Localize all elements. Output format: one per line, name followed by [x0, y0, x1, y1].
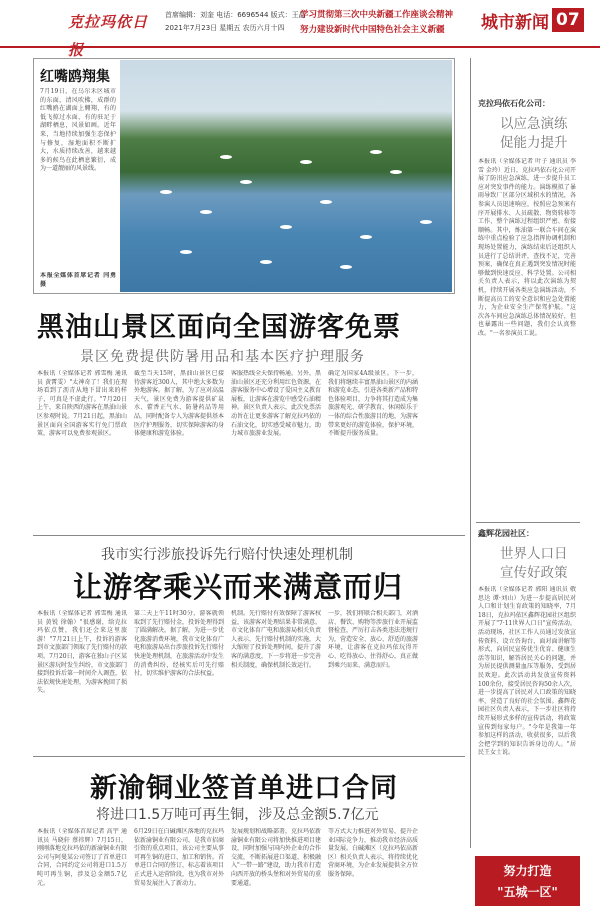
section-title: 城市新闻: [481, 13, 549, 33]
divider: [33, 535, 465, 536]
divider: [476, 522, 580, 523]
story3-col3: 发展规划和战略部署，克拉玛依新渝铜业有限公司将加快推进项目建设，同时加强与国内外企业的合作交流，不断拓展进口渠道，积极融入"一带一路"建设，助力我市打造向西开放的桥头堡和对外贸易的重要通道。: [231, 828, 321, 887]
divider: [33, 756, 465, 757]
story2-col1: 本报讯（全媒体记者 郭雪梅 通讯员 黄锐 徐翰）"很感谢，给克拉玛依点赞，我们还会来这里旅游！"7月21日上午，投诉的游客到市文旅部门领取了先行赔付的款项。7月20日，游客在独山子区某景区游玩时发生纠纷，市文旅部门接到投诉后第一时间介入调查，依法依规快速处理，为游客挽回了损失。: [37, 610, 127, 695]
side1-title-line1: 以应急演练: [500, 116, 568, 132]
gull-photo: [120, 60, 452, 292]
side2-title-line1: 世界人口日: [500, 546, 568, 562]
story2-kicker: 我市实行涉旅投诉先行赔付快速处理机制: [101, 547, 353, 563]
story3-col4: 等方式大力推进对外贸易，提升企业国际竞争力，推动我市经济高质量发展。白碱滩区（克拉玛依高新区）相关负责人表示，将持续优化营商环境，为企业发展提供全方位服务保障。: [328, 828, 418, 878]
story2-col4: 一步，我们将联合相关部门，对酒店、餐饮、购物等涉旅行业开展监督检查，严厉打击各类违法违规行为，营造安全、放心、舒适的旅游环境，让游客在克拉玛依玩得开心、吃得放心、住得舒心，真正做到乘兴而来、满意而归。: [328, 610, 418, 669]
photo-caption: 7月19日，在乌尔禾区城市的东面，清风吹拂，成群的红嘴鸥在湖面上翱翔，有的低飞掠过水面，有的驻足于湖畔栖息，风景如画。近年来，当地持续加强生态保护与修复，湿地面积不断扩大，水质持续改善，越来越多的候鸟在此栖息繁衍，成为一道靓丽的风景线。: [40, 88, 116, 173]
story3-col2: 6月29日在白碱滩区落地的克拉玛依新渝铜业有限公司，是我市招商引资的重点项目，该公司主要从事可再生铜的进口、加工和销售。首单进口合同的签订，标志着该项目正式进入运营阶段，也为我市对外贸易发展注入了新动力。: [134, 828, 224, 887]
slogan-line1: 学习贯彻第三次中央新疆工作座谈会精神: [300, 10, 454, 20]
side2-kicker: 鑫辉花园社区：: [478, 529, 534, 538]
side1-title-line2: 促能力提升: [500, 135, 568, 151]
side1-kicker: 克拉玛依石化公司：: [478, 99, 550, 108]
badge-line1: 努力打造: [503, 864, 552, 878]
story2-col3: 机制。先行赔付有效保障了游客权益，该游客对处理结果非常满意。市文化体育广电和旅游局相关负责人表示，先行赔付机制的实施，大大缩短了投诉处理时间，提升了游客的满意度，下一步将进一步完善相关制度，确保机制长效运行。: [231, 610, 321, 669]
story1-col2: 截至当天15时，黑油山景区已接待游客近300人，其中绝大多数为外地游客。据了解，为了应对高温天气，景区免费为游客提供矿泉水、藿香正气水、防暑药品等用品，同时配备专人为游客提供基本医疗护理服务，切实保障游客的身体健康和游览体验。: [134, 370, 224, 438]
photo-credit: 本报全媒体首席记者 闫勇 摄: [40, 272, 116, 288]
editor-info: 首席编辑：刘奎 电话：6696544 版式：王晶: [165, 11, 306, 19]
date-info: 2021年7月23日 星期五 农历六月十四: [165, 24, 285, 32]
side1-body: 本报讯（全媒体记者 叶子 通讯员 李雪 金玲）近日，克拉玛依石化公司开展了防汛应急演练，进一步提升员工应对突发事件的能力。演练模拟了暴雨导致厂区部分区域积水的情况，各参演人员迅速响应，按照应急预案有序开展排水、人员疏散、物资转移等工作，整个演练过程组织严密、衔接顺畅。其中，炼油第一联合车间在演练中重点检验了应急指挥协调机制和现场处置能力，演练结束后还组织人员进行了总结讲评，查找不足，完善预案，确保在真正遇到突发情况时能够做到快速反应、科学处置。公司相关负责人表示，将以此次演练为契机，持续开展各类应急演练活动，不断提高员工的安全意识和应急处置能力，为企业安全生产保驾护航。"这次各车间应急演练总体情况较好，但也暴露出一些问题，我们会认真整改。"一名参演员工说。: [478, 158, 576, 337]
story1-headline: 黑油山景区面向全国游客免票: [37, 312, 401, 343]
story2-col2: 第二天上午11时30分，游客就领取到了先行赔付金，投诉处理得到了圆满解决。据了解，为进一步优化旅游消费环境，我市文化体育广电和旅游局出台涉旅投诉先行赔付快速处理机制，在旅游活动中发生的消费纠纷，经核实后可先行赔付，切实维护游客的合法权益。: [134, 610, 224, 678]
column-divider: [470, 58, 471, 848]
story2-headline: 让游客乘兴而来满意而归: [73, 570, 404, 604]
slogan-line2: 努力建设新时代中国特色社会主义新疆: [300, 25, 445, 35]
story1-col3: 客服热线全天保持畅通。另外，黑油山景区还充分利用红色资源，在游客服务中心增设了爱国主义教育展板，让游客在游览中感受石油精神。景区负责人表示，此次免票活动旨在让更多游客了解克拉玛依的石油文化，切实感受城市魅力，助力城市旅游业发展。: [231, 370, 321, 438]
story3-subheadline: 将进口1.5万吨可再生铜，涉及总金额5.7亿元: [96, 807, 379, 823]
story1-col4: 确定为国家4A级景区。下一步，我们将继续丰富黑油山景区的内涵和游览业态，引进各类新产品和特色体验项目，力争将其打造成为集旅游观光、研学教育、休闲娱乐于一体的综合性旅游目的地，为游客带来更好的游览体验，保护环境，不断提升服务质量。: [328, 370, 418, 438]
story3-col1: 本报讯（全媒体首席记者 高宇 通讯员 马晓轩 蔡祎辉）7月15日，刚刚落地克拉玛依的新渝铜业有限公司与阿曼某公司签订了首单进口合同，合同约定公司将进口1.5万吨可再生铜，涉及总金额5.7亿元。: [37, 828, 127, 887]
side2-title-line2: 宣传好政策: [500, 565, 568, 581]
story1-col1: 本报讯（全媒体记者 郭雪梅 通讯员 黄霄雯）"太神奇了！我们在现场看到了沥青从地下冒出来的样子，可真是不虚此行。"7月20日上午，来自陕西的游客在黑油山景区参观时说。7月21日起，黑油山景区面向全国游客实行免门票政策，游客可以免费参观景区。: [37, 370, 127, 438]
story1-subheadline: 景区免费提供防暑用品和基本医疗护理服务: [80, 349, 365, 365]
side2-body: 本报讯（全媒体记者 郭阳 通讯员 敬思达 谭·刘山）为进一步提高居民对人口和计划生育政策的知晓率，7月18日，克拉玛依区鑫辉花园社区组织开展了"7·11世界人口日"宣传活动。活动现场，社区工作人员通过发放宣传资料、设立咨询台、面对面讲解等形式，向居民宣传优生优育、健康生活等知识，解答居民关心的问题，并为居民提供测量血压等服务，受到居民欢迎。此次活动共发放宣传资料100余份，接受居民咨询50余人次，进一步提高了居民对人口政策的知晓率，营造了良好的社会氛围。鑫辉花园社区负责人表示，下一步社区将持续开展形式多样的宣传活动，将政策宣传到每家每户。"今年是我第一年参加这样的活动，收获很多，以后我会把学到的知识告诉身边的人。"居民王女士说。: [478, 586, 576, 757]
campaign-badge: [475, 856, 580, 906]
page-number: 07: [552, 8, 584, 32]
newspaper-logo: 克拉玛依日报: [68, 13, 149, 59]
photo-title: 红嘴鸥翔集: [40, 69, 110, 85]
badge-line2: "五城一区": [497, 885, 558, 899]
story3-headline: 新渝铜业签首单进口合同: [90, 773, 398, 804]
